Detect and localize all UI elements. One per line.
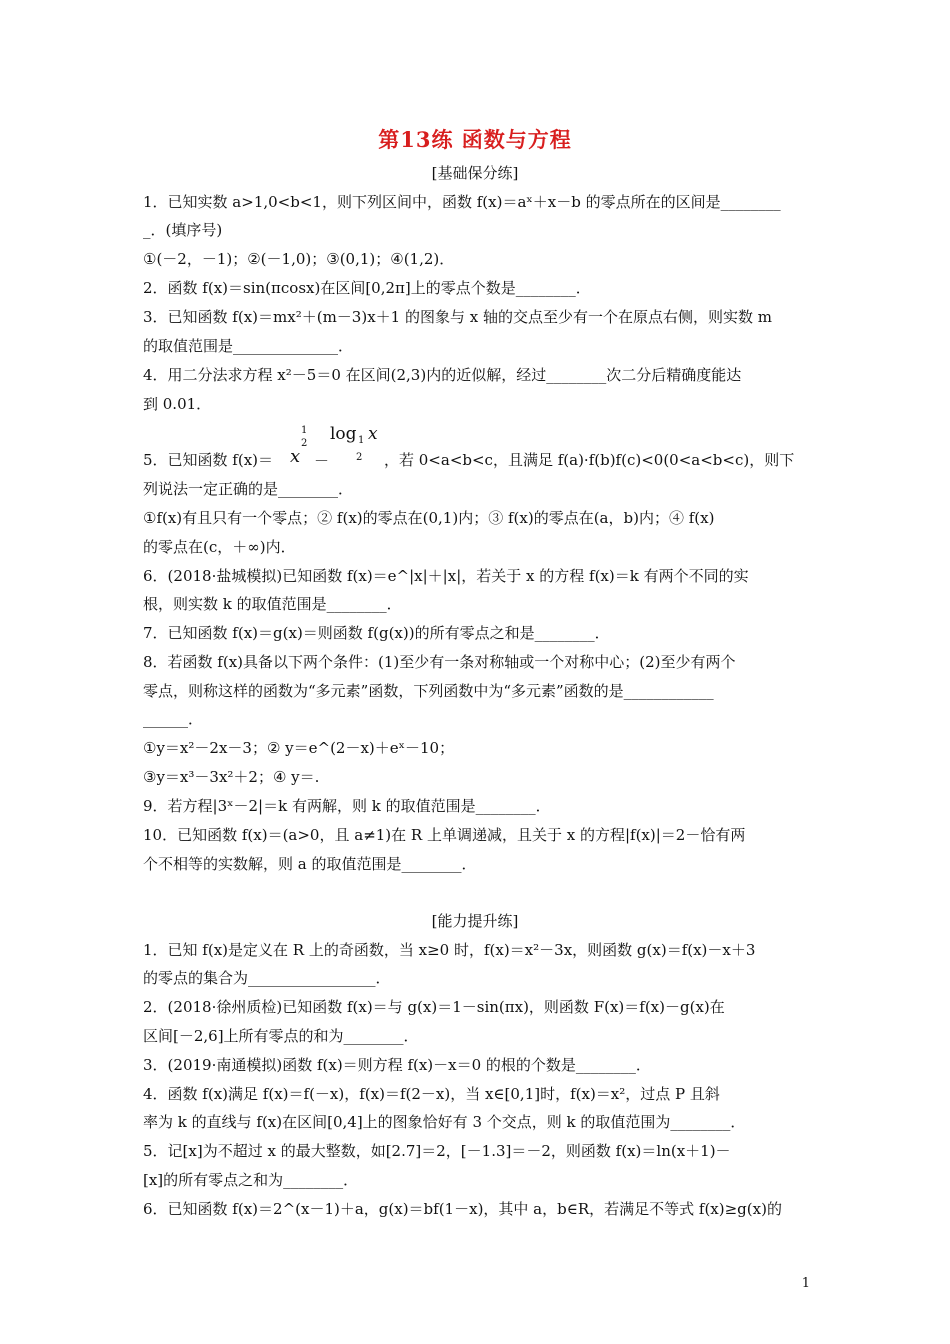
q5-log-sub-num: 1 [358, 435, 365, 446]
basic-q9: 9．若方程|3ˣ－2|＝k 有两解，则 k 的取值范围是________． [143, 797, 551, 815]
basic-q8-line3: ______． [143, 710, 204, 728]
basic-q8-line1: 8．若函数 f(x)具备以下两个条件：(1)至少有一条对称轴或一个对称中心；(2)至少有两个 [143, 653, 736, 671]
q5-exp-den: 2 [301, 438, 308, 449]
page-title: 第13练 函数与方程 [378, 127, 572, 152]
q5-log-sub-den: 2 [356, 452, 363, 463]
basic-q10-line2: 个不相等的实数解，则 a 的取值范围是________． [143, 855, 477, 873]
basic-q3-line2: 的取值范围是______________． [143, 337, 354, 355]
q5-minus: － [314, 452, 330, 470]
adv-q4-line2: 率为 k 的直线与 f(x)在区间[0,4]上的图象恰好有 3 个交点，则 k 的取值范围为________． [143, 1113, 746, 1131]
q5-x-base: x [290, 446, 301, 467]
basic-q5-options1: ①f(x)有且只有一个零点；② f(x)的零点在(0,1)内；③ f(x)的零点在(a，b)内；④ f(x) [143, 509, 715, 527]
page-number: 1 [801, 1276, 810, 1291]
adv-q5-line1: 5．记[x]为不超过 x 的最大整数，如[2.7]＝2，[－1.3]＝－2，则函数 f(x)＝ln(x＋1)－ [143, 1142, 731, 1160]
basic-q5-suffix: ，若 0<a<b<c，且满足 f(a)·f(b)f(c)<0(0<a<b<c)，则下 [384, 451, 795, 469]
basic-q4-line2: 到 0.01． [143, 395, 212, 413]
basic-q3-line1: 3．已知函数 f(x)＝mx²＋(m－3)x＋1 的图象与 x 轴的交点至少有一个在原点右侧，则实数 m [143, 308, 772, 326]
basic-q1-options: ①(－2，－1)；②(－1,0)；③(0,1)；④(1,2)． [143, 250, 455, 268]
basic-q8-options2: ③y＝x³－3x²＋2；④ y＝. [143, 768, 320, 786]
adv-q1-line2: 的零点的集合为_________________． [143, 969, 391, 987]
basic-q4-line1: 4．用二分法求方程 x²－5＝0 在区间(2,3)内的近似解，经过________次二分后精确度能达 [143, 366, 742, 384]
basic-q1-line2: _．(填序号) [143, 221, 223, 239]
basic-q5-line2: 列说法一定正确的是________． [143, 480, 354, 498]
adv-q3: 3．(2019·南通模拟)函数 f(x)＝则方程 f(x)－x＝0 的根的个数是________． [143, 1056, 651, 1074]
adv-q6-line1: 6．已知函数 f(x)＝2^(x－1)＋a，g(x)＝bf(1－x)，其中 a，b∈R，若满足不等式 f(x)≥g(x)的 [143, 1200, 782, 1218]
q5-log-x: x [368, 424, 378, 444]
basic-q1-line1: 1．已知实数 a>1,0<b<1，则下列区间中，函数 f(x)＝aˣ＋x－b 的零点所在的区间是________ [143, 193, 781, 211]
section-basic-heading: [基础保分练] [431, 164, 519, 182]
adv-q1-line1: 1．已知 f(x)是定义在 R 上的奇函数，当 x≥0 时，f(x)＝x²－3x，则函数 g(x)＝f(x)－x＋3 [143, 941, 756, 959]
basic-q10-line1: 10．已知函数 f(x)＝(a>0，且 a≠1)在 R 上单调递减，且关于 x 的方程|f(x)|＝2－恰有两 [143, 826, 746, 844]
basic-q2: 2．函数 f(x)＝sin(πcosx)在区间[0,2π]上的零点个数是________． [143, 279, 591, 297]
basic-q5-options2: 的零点在(c，＋∞)内． [143, 538, 296, 556]
q5-exp-num: 1 [301, 425, 308, 436]
section-advanced-heading: [能力提升练] [431, 912, 519, 930]
adv-q2-line2: 区间[－2,6]上所有零点的和为________． [143, 1027, 419, 1045]
basic-q8-line2: 零点，则称这样的函数为“多元素”函数，下列函数中为“多元素”函数的是____________ [143, 682, 714, 700]
adv-q4-line1: 4．函数 f(x)满足 f(x)＝f(－x)，f(x)＝f(2－x)，当 x∈[0,1]时，f(x)＝x²，过点 P 且斜 [143, 1085, 720, 1103]
basic-q5-prefix: 5．已知函数 f(x)＝ [143, 451, 274, 469]
basic-q8-options1: ①y＝x²－2x－3；② y＝e^(2－x)＋eˣ－10； [143, 739, 455, 757]
basic-q6-line1: 6．(2018·盐城模拟)已知函数 f(x)＝e^|x|＋|x|，若关于 x 的方程 f(x)＝k 有两个不同的实 [143, 567, 749, 585]
adv-q2-line1: 2．(2018·徐州质检)已知函数 f(x)＝与 g(x)＝1－sin(πx)，则函数 F(x)＝f(x)－g(x)在 [143, 998, 725, 1016]
basic-q6-line2: 根，则实数 k 的取值范围是________． [143, 595, 402, 613]
adv-q5-line2: [x]的所有零点之和为________． [143, 1171, 359, 1189]
q5-log: log [330, 424, 357, 444]
basic-q7: 7．已知函数 f(x)＝g(x)＝则函数 f(g(x))的所有零点之和是________． [143, 624, 610, 642]
